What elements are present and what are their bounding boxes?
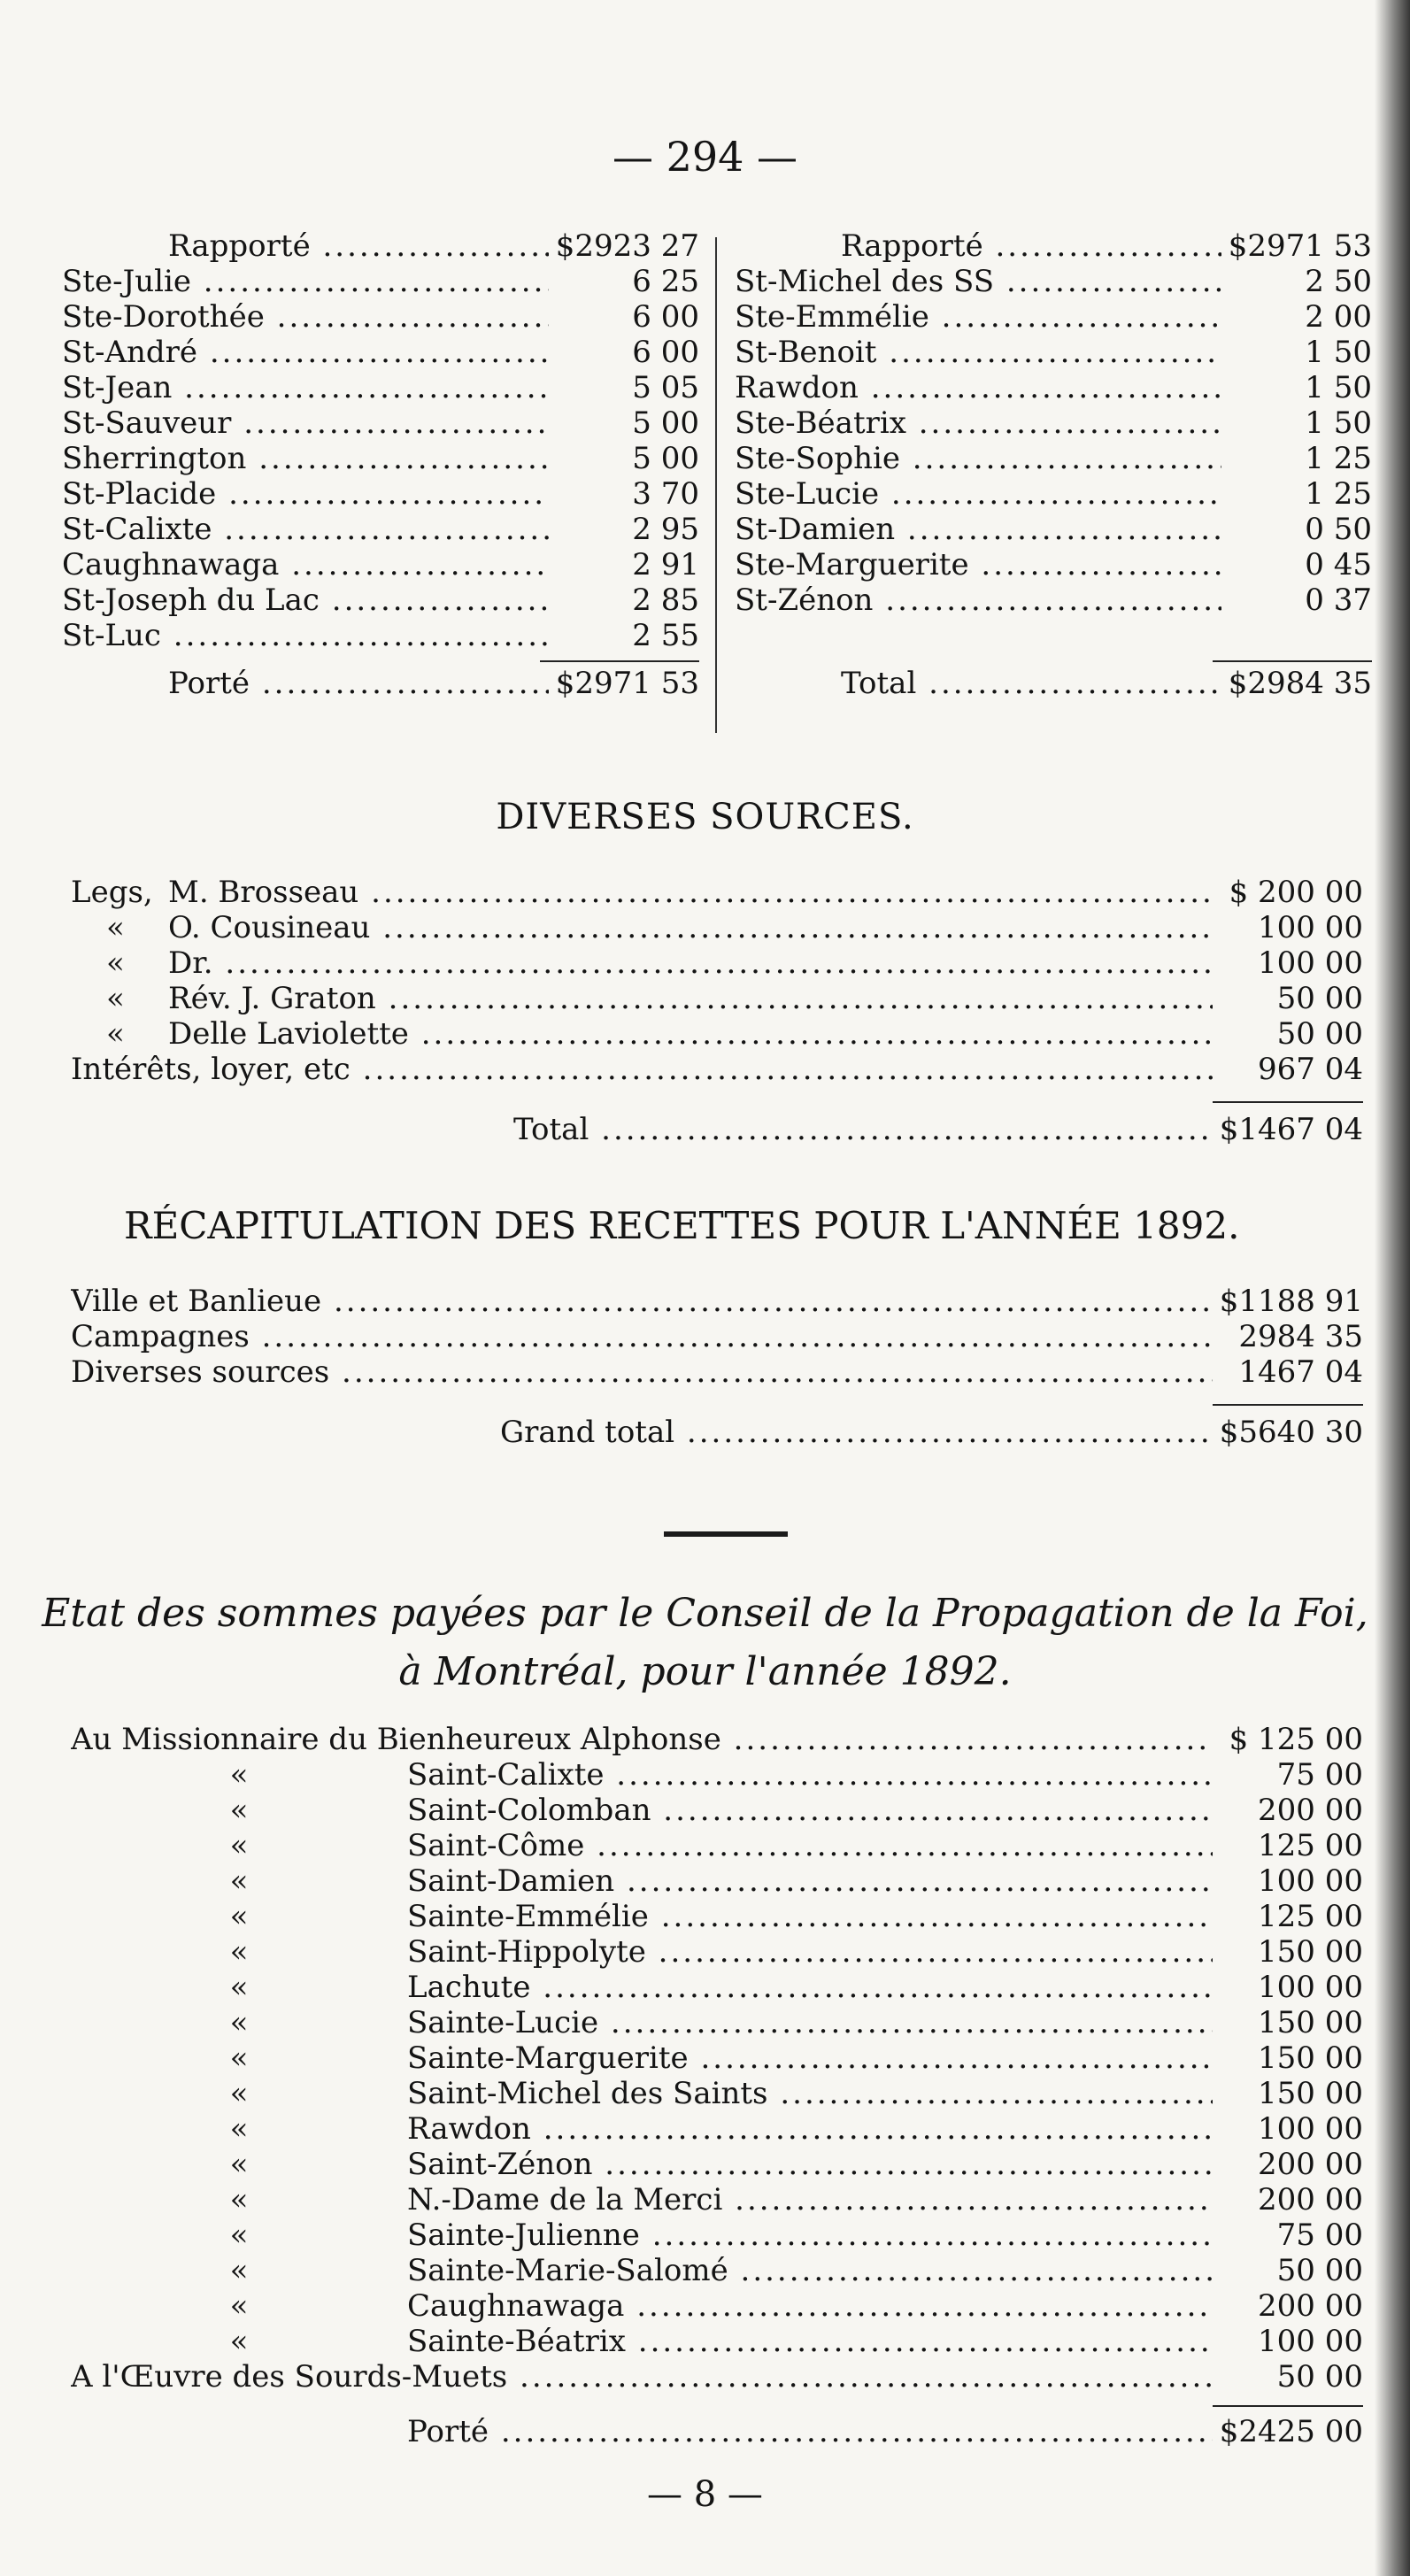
page-number: — 294 — [612, 133, 798, 181]
parish-row-label: Ste-Julie ..... [62, 264, 549, 299]
parish-row-label: St-Jean ..... [62, 370, 549, 405]
parish-row-label: Rawdon ..... [735, 370, 1221, 405]
parish-row-amount: 1 50 [1226, 370, 1372, 405]
etat-title [0, 1585, 1410, 1701]
right-column [735, 228, 1372, 701]
parish-row-label: Ste-Marguerite ..... [735, 547, 1221, 582]
parish-row [62, 476, 699, 512]
footer-folio: — 8 — [647, 2474, 763, 2515]
payments-block [71, 1722, 1363, 2449]
left-total-amount: $2971 53 [553, 666, 699, 701]
source-prefix: « [106, 981, 125, 1016]
payment-row-amount: 125 00 [1217, 1899, 1363, 1934]
parish-row-label: Ste-Dorothée ..... [62, 299, 549, 335]
parish-row-amount: 1 25 [1226, 441, 1372, 476]
parish-row-amount: 6 25 [553, 264, 699, 299]
payment-row-label: Caughnawaga ..... [71, 2288, 1213, 2324]
source-row-amount: 100 00 [1217, 910, 1363, 945]
ditto-mark: « [221, 2147, 257, 2182]
parish-row [735, 582, 1372, 618]
source-row [71, 945, 1363, 981]
parish-row [62, 441, 699, 476]
source-row [71, 981, 1363, 1016]
etat-title-line1: Etat des sommes payées par le Conseil de la Propagation de la Foi, [42, 1591, 1368, 1636]
source-row [71, 1016, 1363, 1052]
parish-row [62, 512, 699, 547]
parish-row-label: Ste-Emmélie ..... [735, 299, 1221, 335]
payment-row-amount: 50 00 [1217, 2253, 1363, 2288]
source-row-amount: 100 00 [1217, 945, 1363, 981]
payment-row [71, 1899, 1363, 1934]
source-row-label: Intérêts, loyer, etc ..... [71, 1052, 1213, 1087]
payment-row [71, 2253, 1363, 2288]
payment-row-label: Rawdon ..... [71, 2111, 1213, 2147]
payment-row [71, 2147, 1363, 2182]
parish-row-amount: 2 00 [1226, 299, 1372, 335]
recap-row-label: Diverses sources ..... [71, 1354, 1213, 1390]
payment-amount: $ 125 00 [1217, 1722, 1363, 1757]
payments-total-row [71, 2414, 1363, 2449]
ditto-mark: « [221, 1934, 257, 1970]
ditto-mark: « [221, 2324, 257, 2359]
parish-row-amount: 2 91 [553, 547, 699, 582]
section-divider [664, 1531, 788, 1537]
payment-row [71, 2076, 1363, 2111]
diverses-total-amount: $1467 04 [1217, 1112, 1363, 1147]
parish-row [735, 299, 1372, 335]
carried-amount: $2923 27 [553, 228, 699, 264]
grand-total-label: Grand total ..... [71, 1415, 1213, 1450]
payment-row [71, 2324, 1363, 2359]
right-total-amount: $2984 35 [1226, 666, 1372, 701]
recap-row [71, 1319, 1363, 1354]
recap-block [71, 1284, 1363, 1450]
recap-row [71, 1354, 1363, 1390]
diverses-total-label: Total ..... [71, 1112, 1213, 1147]
payment-row-amount: 200 00 [1217, 2182, 1363, 2217]
diverses-block [71, 875, 1363, 1151]
payment-row-amount: 75 00 [1217, 1757, 1363, 1793]
ditto-mark: « [221, 1863, 257, 1899]
parish-row-label: St-Benoit ..... [735, 335, 1221, 370]
payment-row-label: Sainte-Emmélie ..... [71, 1899, 1213, 1934]
parish-row-label: St-Joseph du Lac ..... [62, 582, 549, 618]
parish-row [62, 405, 699, 441]
parish-row-label: Ste-Sophie ..... [735, 441, 1221, 476]
payment-row-label: Sainte-Lucie ..... [71, 2005, 1213, 2040]
source-prefix: Legs, [71, 875, 153, 910]
source-prefix: « [106, 910, 125, 945]
ditto-mark: « [221, 2253, 257, 2288]
parish-row-amount: 2 85 [553, 582, 699, 618]
parish-row-amount: 6 00 [553, 335, 699, 370]
source-row [71, 1052, 1363, 1087]
payment-row-label: Saint-Damien ..... [71, 1863, 1213, 1899]
payment-row-label: Saint-Zénon ..... [71, 2147, 1213, 2182]
parish-row [735, 441, 1372, 476]
parish-row-amount: 2 50 [1226, 264, 1372, 299]
carried-label: Rapporté ..... [62, 228, 549, 264]
source-row-amount: 50 00 [1217, 1016, 1363, 1052]
payment-row-amount: 150 00 [1217, 2005, 1363, 2040]
ditto-mark: « [221, 2182, 257, 2217]
parish-row-label: Ste-Béatrix ..... [735, 405, 1221, 441]
payment-row-amount: 150 00 [1217, 2076, 1363, 2111]
recap-row [71, 1284, 1363, 1319]
payment-row [71, 1970, 1363, 2005]
payment-row [71, 2005, 1363, 2040]
ditto-mark: « [221, 1757, 257, 1793]
source-row-amount: 50 00 [1217, 981, 1363, 1016]
recap-rows [71, 1284, 1363, 1390]
carried-row [62, 228, 699, 264]
source-row-label: Rév. J. Graton ..... [71, 981, 1213, 1016]
ditto-mark: « [221, 1899, 257, 1934]
recap-row-amount: 2984 35 [1217, 1319, 1363, 1354]
parish-row-amount: 0 50 [1226, 512, 1372, 547]
left-rows [62, 264, 699, 653]
payments-total-label: Porté ..... [71, 2414, 1213, 2449]
payment-row [71, 2182, 1363, 2217]
ditto-mark: « [221, 2217, 257, 2253]
parish-row-label: St-Placide ..... [62, 476, 549, 512]
payment-row [71, 2111, 1363, 2147]
payment-row-label: Saint-Calixte ..... [71, 1757, 1213, 1793]
payment-row-amount: 150 00 [1217, 2040, 1363, 2076]
diverses-title: DIVERSES SOURCES. [496, 797, 914, 837]
source-prefix: « [106, 1016, 125, 1052]
right-total-row [735, 666, 1372, 701]
payment-row [71, 1934, 1363, 1970]
source-row-label: Delle Laviolette ..... [71, 1016, 1213, 1052]
payment-row-first [71, 1722, 1363, 1757]
parish-row [62, 370, 699, 405]
parish-row [735, 264, 1372, 299]
parish-row-amount: 1 25 [1226, 476, 1372, 512]
diverses-total-row [71, 1112, 1363, 1151]
payment-row [71, 1863, 1363, 1899]
payment-row [71, 2288, 1363, 2324]
source-row-amount: 967 04 [1217, 1052, 1363, 1087]
payment-row-label: N.-Dame de la Merci ..... [71, 2182, 1213, 2217]
left-total-row [62, 666, 699, 701]
parish-row-amount: 5 00 [553, 405, 699, 441]
ditto-mark: « [221, 2288, 257, 2324]
parish-row-amount: 5 00 [553, 441, 699, 476]
parish-row-label: Caughnawaga ..... [62, 547, 549, 582]
payment-row-label: Saint-Colomban ..... [71, 1793, 1213, 1828]
payment-row [71, 1793, 1363, 1828]
parish-row-label: St-Luc ..... [62, 618, 549, 653]
diverses-rows [71, 875, 1363, 1087]
left-column [62, 228, 699, 701]
source-row-amount: $ 200 00 [1217, 875, 1363, 910]
payment-row-last [71, 2359, 1363, 2395]
carried-row [735, 228, 1372, 264]
recap-row-label: Ville et Banlieue ..... [71, 1284, 1213, 1319]
ditto-mark: « [221, 2076, 257, 2111]
recap-row-amount: 1467 04 [1217, 1354, 1363, 1390]
source-row-label: O. Cousineau ..... [71, 910, 1213, 945]
payment-row [71, 2217, 1363, 2253]
parish-row-label: St-André ..... [62, 335, 549, 370]
payment-row-label: Saint-Michel des Saints ..... [71, 2076, 1213, 2111]
payment-row-label: Lachute ..... [71, 1970, 1213, 2005]
payment-row-amount: 150 00 [1217, 1934, 1363, 1970]
parish-row-amount: 5 05 [553, 370, 699, 405]
parish-row [735, 476, 1372, 512]
payment-label: A l'Œuvre des Sourds-Muets ..... [71, 2359, 1213, 2395]
source-row [71, 910, 1363, 945]
right-total-label: Total ..... [735, 666, 1221, 701]
parish-row [62, 335, 699, 370]
etat-title-line2: à Montréal, pour l'année 1892. [398, 1649, 1012, 1694]
parish-row [735, 547, 1372, 582]
payment-row [71, 1828, 1363, 1863]
ditto-mark: « [221, 1970, 257, 2005]
ditto-mark: « [221, 2111, 257, 2147]
payment-row-label: Saint-Hippolyte ..... [71, 1934, 1213, 1970]
recap-row-label: Campagnes ..... [71, 1319, 1213, 1354]
column-divider [715, 237, 717, 733]
parish-row-label: St-Zénon ..... [735, 582, 1221, 618]
page-edge-shadow [1375, 0, 1410, 2576]
payment-row-amount: 100 00 [1217, 1970, 1363, 2005]
payment-row-amount: 200 00 [1217, 1793, 1363, 1828]
payment-row-label: Sainte-Marie-Salomé ..... [71, 2253, 1213, 2288]
payment-row-amount: 100 00 [1217, 2324, 1363, 2359]
parish-row [735, 405, 1372, 441]
ditto-mark: « [221, 2040, 257, 2076]
payment-row [71, 2040, 1363, 2076]
parish-row-amount: 1 50 [1226, 405, 1372, 441]
carried-label: Rapporté ..... [735, 228, 1221, 264]
parish-ledger [62, 228, 1372, 751]
source-row-label: Dr. ..... [71, 945, 1213, 981]
parish-row-label: Ste-Lucie ..... [735, 476, 1221, 512]
parish-row [735, 512, 1372, 547]
parish-row [735, 370, 1372, 405]
parish-row-amount: 0 37 [1226, 582, 1372, 618]
parish-row [62, 547, 699, 582]
parish-row-amount: 2 55 [553, 618, 699, 653]
parish-row-amount: 2 95 [553, 512, 699, 547]
payment-label: Au Missionnaire du Bienheureux Alphonse ..... [71, 1722, 1213, 1757]
grand-total-amount: $5640 30 [1217, 1415, 1363, 1450]
parish-row-amount: 6 00 [553, 299, 699, 335]
payment-row-label: Sainte-Marguerite ..... [71, 2040, 1213, 2076]
source-row-label: M. Brosseau ..... [71, 875, 1213, 910]
payment-row-label: Saint-Côme ..... [71, 1828, 1213, 1863]
payment-row-label: Sainte-Béatrix ..... [71, 2324, 1213, 2359]
carried-amount: $2971 53 [1226, 228, 1372, 264]
payment-amount: 50 00 [1217, 2359, 1363, 2395]
recap-title: RÉCAPITULATION DES RECETTES POUR L'ANNÉE 1892. [124, 1204, 1240, 1247]
left-total-label: Porté ..... [62, 666, 549, 701]
parish-row-amount: 1 50 [1226, 335, 1372, 370]
payment-row-amount: 125 00 [1217, 1828, 1363, 1863]
recap-row-amount: $1188 91 [1217, 1284, 1363, 1319]
payment-row [71, 1757, 1363, 1793]
parish-row-label: St-Damien ..... [735, 512, 1221, 547]
parish-row-label: Sherrington ..... [62, 441, 549, 476]
payment-row-amount: 100 00 [1217, 2111, 1363, 2147]
parish-row-label: St-Michel des SS ..... [735, 264, 1221, 299]
payment-row-label: Sainte-Julienne ..... [71, 2217, 1213, 2253]
payment-row-amount: 75 00 [1217, 2217, 1363, 2253]
parish-row-label: St-Calixte ..... [62, 512, 549, 547]
payment-row-amount: 200 00 [1217, 2288, 1363, 2324]
parish-row-label: St-Sauveur ..... [62, 405, 549, 441]
source-prefix: « [106, 945, 125, 981]
parish-row [62, 299, 699, 335]
payments-total-amount: $2425 00 [1217, 2414, 1363, 2449]
parish-row [62, 618, 699, 653]
ditto-mark: « [221, 2005, 257, 2040]
source-row [71, 875, 1363, 910]
grand-total-row [71, 1415, 1363, 1450]
payment-rows [71, 1757, 1363, 2359]
payment-row-amount: 100 00 [1217, 1863, 1363, 1899]
right-rows [735, 264, 1372, 618]
parish-row [62, 582, 699, 618]
parish-row [62, 264, 699, 299]
payment-row-amount: 200 00 [1217, 2147, 1363, 2182]
parish-row [735, 335, 1372, 370]
parish-row-amount: 0 45 [1226, 547, 1372, 582]
ditto-mark: « [221, 1828, 257, 1863]
parish-row-amount: 3 70 [553, 476, 699, 512]
ditto-mark: « [221, 1793, 257, 1828]
